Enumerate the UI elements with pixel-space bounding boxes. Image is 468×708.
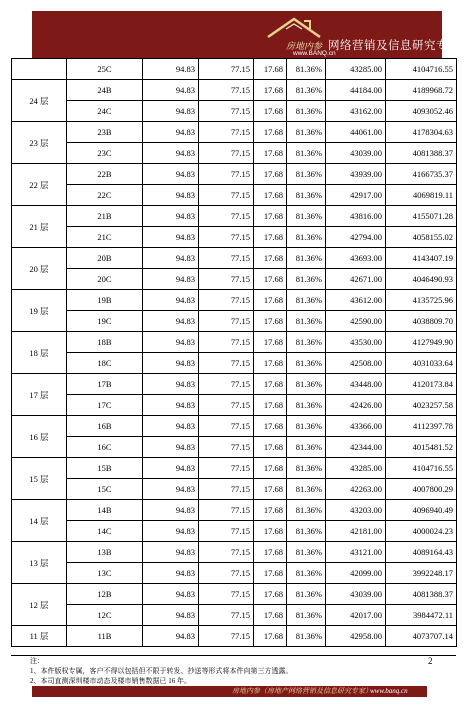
unit-cell: 15C — [67, 479, 143, 500]
table-row — [12, 479, 457, 500]
table-row — [12, 101, 457, 122]
unit-cell: 18B — [67, 332, 143, 353]
area-cell: 94.83 — [143, 605, 199, 626]
unit-cell: 24C — [67, 101, 143, 122]
total-price-cell: 4073707.14 — [386, 626, 457, 647]
logo-chinese-name: 房地内参 — [286, 41, 323, 51]
note-data-source: 2、本司直测深圳楼市动态及楼市销售数据已 16 年。 — [30, 677, 191, 685]
shared-area-cell: 17.68 — [254, 332, 287, 353]
usable-area-cell: 77.15 — [199, 311, 254, 332]
ratio-cell: 81.36% — [287, 206, 326, 227]
usable-area-cell: 77.15 — [199, 437, 254, 458]
unit-price-cell: 43612.00 — [326, 290, 386, 311]
ratio-cell: 81.36% — [287, 626, 326, 647]
area-cell: 94.83 — [143, 437, 199, 458]
total-price-cell: 4104716.55 — [386, 59, 457, 80]
table-row — [12, 80, 457, 101]
table-row — [12, 227, 457, 248]
unit-cell: 22C — [67, 185, 143, 206]
area-cell: 94.83 — [143, 206, 199, 227]
floor-cell: 20 层 — [12, 248, 67, 290]
usable-area-cell: 77.15 — [199, 563, 254, 584]
total-price-cell: 4089164.43 — [386, 542, 457, 563]
ratio-cell: 81.36% — [287, 164, 326, 185]
total-price-cell: 4104716.55 — [386, 458, 457, 479]
total-price-cell: 3984472.11 — [386, 605, 457, 626]
total-price-cell: 4007800.29 — [386, 479, 457, 500]
unit-price-cell: 42017.00 — [326, 605, 386, 626]
area-cell: 94.83 — [143, 122, 199, 143]
shared-area-cell: 17.68 — [254, 563, 287, 584]
area-cell: 94.83 — [143, 584, 199, 605]
shared-area-cell: 17.68 — [254, 458, 287, 479]
floor-cell: 22 层 — [12, 164, 67, 206]
unit-price-cell: 42508.00 — [326, 353, 386, 374]
shared-area-cell: 17.68 — [254, 605, 287, 626]
ratio-cell: 81.36% — [287, 227, 326, 248]
area-cell: 94.83 — [143, 626, 199, 647]
total-price-cell: 4127949.90 — [386, 332, 457, 353]
table-row — [12, 563, 457, 584]
total-price-cell: 4015481.52 — [386, 437, 457, 458]
unit-cell: 17B — [67, 374, 143, 395]
usable-area-cell: 77.15 — [199, 584, 254, 605]
unit-price-cell: 43039.00 — [326, 584, 386, 605]
ratio-cell: 81.36% — [287, 248, 326, 269]
logo — [260, 13, 336, 57]
floor-cell: 16 层 — [12, 416, 67, 458]
total-price-cell: 4031033.64 — [386, 353, 457, 374]
unit-price-cell: 42263.00 — [326, 479, 386, 500]
floor-cell: 11 层 — [12, 626, 67, 647]
area-cell: 94.83 — [143, 416, 199, 437]
unit-price-cell: 42344.00 — [326, 437, 386, 458]
unit-price-cell: 43285.00 — [326, 458, 386, 479]
area-cell: 94.83 — [143, 269, 199, 290]
usable-area-cell: 77.15 — [199, 605, 254, 626]
total-price-cell: 4069819.11 — [386, 185, 457, 206]
total-price-cell: 4038809.70 — [386, 311, 457, 332]
total-price-cell: 4046490.93 — [386, 269, 457, 290]
usable-area-cell: 77.15 — [199, 521, 254, 542]
area-cell: 94.83 — [143, 248, 199, 269]
floor-cell: 23 层 — [12, 122, 67, 164]
ratio-cell: 81.36% — [287, 605, 326, 626]
floor-cell: 12 层 — [12, 584, 67, 626]
table-row — [12, 185, 457, 206]
ratio-cell: 81.36% — [287, 269, 326, 290]
table-row — [12, 605, 457, 626]
header-banner — [32, 11, 460, 58]
shared-area-cell: 17.68 — [254, 437, 287, 458]
footer-banner — [32, 686, 427, 697]
area-cell: 94.83 — [143, 500, 199, 521]
area-cell: 94.83 — [143, 479, 199, 500]
usable-area-cell: 77.15 — [199, 59, 254, 80]
usable-area-cell: 77.15 — [199, 626, 254, 647]
unit-price-cell: 42181.00 — [326, 521, 386, 542]
ratio-cell: 81.36% — [287, 80, 326, 101]
total-price-cell: 4120173.84 — [386, 374, 457, 395]
table-row — [12, 206, 457, 227]
unit-cell: 16B — [67, 416, 143, 437]
total-price-cell: 4143407.19 — [386, 248, 457, 269]
total-price-cell: 4058155.02 — [386, 227, 457, 248]
floor-cell: 14 层 — [12, 500, 67, 542]
ratio-cell: 81.36% — [287, 311, 326, 332]
usable-area-cell: 77.15 — [199, 227, 254, 248]
ratio-cell: 81.36% — [287, 416, 326, 437]
table-row — [12, 458, 457, 479]
table-row — [12, 269, 457, 290]
shared-area-cell: 17.68 — [254, 143, 287, 164]
unit-cell: 14B — [67, 500, 143, 521]
area-cell: 94.83 — [143, 80, 199, 101]
shared-area-cell: 17.68 — [254, 395, 287, 416]
page-number: 2 — [428, 656, 433, 666]
area-cell: 94.83 — [143, 542, 199, 563]
ratio-cell: 81.36% — [287, 563, 326, 584]
table-row — [12, 332, 457, 353]
area-cell: 94.83 — [143, 290, 199, 311]
table-row — [12, 353, 457, 374]
table-row — [12, 248, 457, 269]
shared-area-cell: 17.68 — [254, 101, 287, 122]
usable-area-cell: 77.15 — [199, 185, 254, 206]
usable-area-cell: 77.15 — [199, 248, 254, 269]
unit-price-cell: 43203.00 — [326, 500, 386, 521]
table-row — [12, 143, 457, 164]
unit-cell: 12C — [67, 605, 143, 626]
unit-cell: 11B — [67, 626, 143, 647]
shared-area-cell: 17.68 — [254, 584, 287, 605]
ratio-cell: 81.36% — [287, 521, 326, 542]
ratio-cell: 81.36% — [287, 584, 326, 605]
ratio-cell: 81.36% — [287, 500, 326, 521]
area-cell: 94.83 — [143, 59, 199, 80]
total-price-cell: 4093052.46 — [386, 101, 457, 122]
unit-price-cell: 43039.00 — [326, 143, 386, 164]
shared-area-cell: 17.68 — [254, 353, 287, 374]
table-body — [12, 59, 457, 647]
table-row — [12, 542, 457, 563]
unit-cell: 15B — [67, 458, 143, 479]
shared-area-cell: 17.68 — [254, 59, 287, 80]
usable-area-cell: 77.15 — [199, 101, 254, 122]
unit-cell: 25C — [67, 59, 143, 80]
unit-price-cell: 42099.00 — [326, 563, 386, 584]
unit-price-cell: 44061.00 — [326, 122, 386, 143]
unit-cell: 23C — [67, 143, 143, 164]
table-row — [12, 395, 457, 416]
unit-cell: 21B — [67, 206, 143, 227]
area-cell: 94.83 — [143, 332, 199, 353]
unit-cell: 16C — [67, 437, 143, 458]
floor-cell: 17 层 — [12, 374, 67, 416]
table-row — [12, 374, 457, 395]
area-cell: 94.83 — [143, 353, 199, 374]
ratio-cell: 81.36% — [287, 290, 326, 311]
ratio-cell: 81.36% — [287, 542, 326, 563]
usable-area-cell: 77.15 — [199, 269, 254, 290]
floor-cell: 19 层 — [12, 290, 67, 332]
header-title: 网络营销及信息研究专家 — [328, 40, 460, 52]
usable-area-cell: 77.15 — [199, 122, 254, 143]
ratio-cell: 81.36% — [287, 101, 326, 122]
table-row — [12, 416, 457, 437]
shared-area-cell: 17.68 — [254, 206, 287, 227]
unit-price-cell: 43285.00 — [326, 59, 386, 80]
area-cell: 94.83 — [143, 563, 199, 584]
ratio-cell: 81.36% — [287, 122, 326, 143]
area-cell: 94.83 — [143, 143, 199, 164]
unit-price-cell: 43530.00 — [326, 332, 386, 353]
shared-area-cell: 17.68 — [254, 164, 287, 185]
ratio-cell: 81.36% — [287, 458, 326, 479]
area-cell: 94.83 — [143, 227, 199, 248]
unit-cell: 23B — [67, 122, 143, 143]
area-cell: 94.83 — [143, 185, 199, 206]
unit-price-cell: 43693.00 — [326, 248, 386, 269]
area-cell: 94.83 — [143, 458, 199, 479]
unit-cell: 13B — [67, 542, 143, 563]
shared-area-cell: 17.68 — [254, 416, 287, 437]
ratio-cell: 81.36% — [287, 395, 326, 416]
area-cell: 94.83 — [143, 164, 199, 185]
floor-cell: 21 层 — [12, 206, 67, 248]
usable-area-cell: 77.15 — [199, 416, 254, 437]
table-row — [12, 122, 457, 143]
table-row — [12, 437, 457, 458]
shared-area-cell: 17.68 — [254, 374, 287, 395]
shared-area-cell: 17.68 — [254, 500, 287, 521]
usable-area-cell: 77.15 — [199, 290, 254, 311]
unit-price-cell: 44184.00 — [326, 80, 386, 101]
usable-area-cell: 77.15 — [199, 80, 254, 101]
table-row — [12, 59, 457, 80]
table-row — [12, 584, 457, 605]
house-roof-icon — [264, 15, 324, 41]
usable-area-cell: 77.15 — [199, 395, 254, 416]
floor-cell: 18 层 — [12, 332, 67, 374]
table-row — [12, 290, 457, 311]
unit-cell: 19B — [67, 290, 143, 311]
table-row — [12, 164, 457, 185]
usable-area-cell: 77.15 — [199, 500, 254, 521]
unit-price-cell: 43939.00 — [326, 164, 386, 185]
unit-cell: 24B — [67, 80, 143, 101]
unit-price-cell: 43366.00 — [326, 416, 386, 437]
unit-price-cell: 42958.00 — [326, 626, 386, 647]
ratio-cell: 81.36% — [287, 59, 326, 80]
area-cell: 94.83 — [143, 101, 199, 122]
total-price-cell: 4023257.58 — [386, 395, 457, 416]
ratio-cell: 81.36% — [287, 143, 326, 164]
shared-area-cell: 17.68 — [254, 248, 287, 269]
floor-cell: 24 层 — [12, 80, 67, 122]
shared-area-cell: 17.68 — [254, 542, 287, 563]
logo-url: www.BANQ.cn — [293, 50, 336, 57]
unit-price-cell: 42917.00 — [326, 185, 386, 206]
unit-cell: 12B — [67, 584, 143, 605]
area-cell: 94.83 — [143, 374, 199, 395]
unit-cell: 22B — [67, 164, 143, 185]
unit-cell: 21C — [67, 227, 143, 248]
shared-area-cell: 17.68 — [254, 479, 287, 500]
total-price-cell: 4166735.37 — [386, 164, 457, 185]
shared-area-cell: 17.68 — [254, 227, 287, 248]
total-price-cell: 4096940.49 — [386, 500, 457, 521]
ratio-cell: 81.36% — [287, 185, 326, 206]
total-price-cell: 4000024.23 — [386, 521, 457, 542]
usable-area-cell: 77.15 — [199, 458, 254, 479]
ratio-cell: 81.36% — [287, 479, 326, 500]
usable-area-cell: 77.15 — [199, 479, 254, 500]
footer-text: 房地内参（房地产网络营销及信息研究专家） — [232, 687, 372, 695]
total-price-cell: 4155071.28 — [386, 206, 457, 227]
usable-area-cell: 77.15 — [199, 542, 254, 563]
usable-area-cell: 77.15 — [199, 353, 254, 374]
unit-price-cell: 42794.00 — [326, 227, 386, 248]
total-price-cell: 4081388.37 — [386, 143, 457, 164]
table-row — [12, 521, 457, 542]
floor-cell: 13 层 — [12, 542, 67, 584]
unit-cell: 17C — [67, 395, 143, 416]
unit-cell: 19C — [67, 311, 143, 332]
table-row — [12, 311, 457, 332]
ratio-cell: 81.36% — [287, 353, 326, 374]
total-price-cell: 4189968.72 — [386, 80, 457, 101]
unit-price-cell: 42590.00 — [326, 311, 386, 332]
unit-price-cell: 43816.00 — [326, 206, 386, 227]
shared-area-cell: 17.68 — [254, 521, 287, 542]
unit-price-cell: 43448.00 — [326, 374, 386, 395]
unit-price-cell: 43121.00 — [326, 542, 386, 563]
ratio-cell: 81.36% — [287, 374, 326, 395]
shared-area-cell: 17.68 — [254, 311, 287, 332]
shared-area-cell: 17.68 — [254, 290, 287, 311]
unit-price-cell: 43162.00 — [326, 101, 386, 122]
shared-area-cell: 17.68 — [254, 626, 287, 647]
table-row — [12, 626, 457, 647]
shared-area-cell: 17.68 — [254, 269, 287, 290]
shared-area-cell: 17.68 — [254, 80, 287, 101]
total-price-cell: 3992248.17 — [386, 563, 457, 584]
area-cell: 94.83 — [143, 521, 199, 542]
total-price-cell: 4178304.63 — [386, 122, 457, 143]
unit-price-table — [11, 58, 457, 647]
usable-area-cell: 77.15 — [199, 206, 254, 227]
total-price-cell: 4135725.96 — [386, 290, 457, 311]
floor-cell: 15 层 — [12, 458, 67, 500]
area-cell: 94.83 — [143, 311, 199, 332]
total-price-cell: 4112397.78 — [386, 416, 457, 437]
total-price-cell: 4081388.37 — [386, 584, 457, 605]
unit-price-cell: 42426.00 — [326, 395, 386, 416]
shared-area-cell: 17.68 — [254, 122, 287, 143]
notes — [30, 656, 293, 686]
ratio-cell: 81.36% — [287, 332, 326, 353]
area-cell: 94.83 — [143, 395, 199, 416]
unit-price-cell: 42671.00 — [326, 269, 386, 290]
ratio-cell: 81.36% — [287, 437, 326, 458]
unit-cell: 20C — [67, 269, 143, 290]
unit-cell: 18C — [67, 353, 143, 374]
usable-area-cell: 77.15 — [199, 374, 254, 395]
note-copyright: 1、本件版权专属，客户不得以包括但不限于转发、抄送等形式将本件向第三方透露。 — [30, 667, 293, 675]
unit-cell: 13C — [67, 563, 143, 584]
usable-area-cell: 77.15 — [199, 164, 254, 185]
notes-label: 注： — [30, 657, 44, 665]
unit-cell: 14C — [67, 521, 143, 542]
usable-area-cell: 77.15 — [199, 143, 254, 164]
shared-area-cell: 17.68 — [254, 185, 287, 206]
unit-cell: 20B — [67, 248, 143, 269]
floor-cell — [12, 59, 67, 80]
usable-area-cell: 77.15 — [199, 332, 254, 353]
table-row — [12, 500, 457, 521]
footer-url: www.banq.cn — [370, 687, 408, 695]
